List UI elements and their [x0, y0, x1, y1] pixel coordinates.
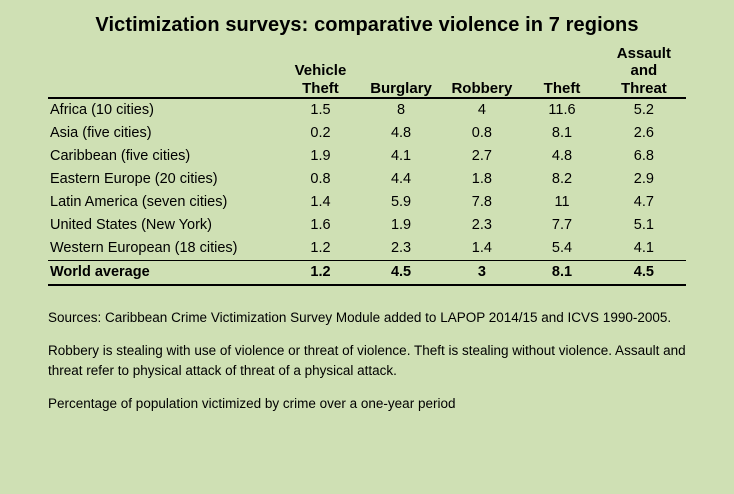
cell-theft: 8.1: [522, 260, 601, 285]
column-header-robbery: Robbery: [451, 79, 513, 97]
cell-theft: 7.7: [551, 216, 573, 233]
column-header-assault-line2: and: [630, 62, 658, 80]
cell-vehicle-theft: 1.5: [310, 101, 331, 118]
cell-vehicle-theft: 1.2: [310, 239, 331, 256]
cell-assault: 6.8: [633, 147, 654, 164]
column-header-assault-and-threat: [602, 45, 686, 98]
row-label: Caribbean (five cities): [50, 147, 191, 164]
row-label: Western European (18 cities): [50, 239, 238, 256]
cell-assault: 2.6: [633, 124, 654, 141]
row-label: Latin America (seven cities): [50, 193, 228, 210]
row-label: United States (New York): [50, 216, 212, 233]
table-row: [48, 168, 686, 191]
row-label: Asia (five cities): [50, 124, 152, 141]
column-header-vehicle-theft-line2: Theft: [302, 79, 339, 97]
note-sources: Sources: Caribbean Crime Victimization Survey Module added to LAPOP 2014/15 and ICVS 1990-2005.: [48, 309, 672, 325]
cell-assault: 5.1: [633, 216, 654, 233]
cell-vehicle-theft: 1.2: [280, 260, 360, 285]
table-row: [48, 214, 686, 237]
page-title: Victimization surveys: comparative violence in 7 regions: [95, 14, 639, 36]
cell-assault: 4.7: [633, 193, 654, 210]
table-row: [48, 122, 686, 145]
column-header-vehicle-theft: [280, 45, 360, 98]
cell-assault: 2.9: [633, 170, 654, 187]
column-header-burglary: Burglary: [370, 79, 432, 97]
column-header-assault-line1: Assault: [616, 45, 671, 62]
cell-theft: 8.1: [551, 124, 573, 141]
cell-theft: 8.2: [551, 170, 573, 187]
column-header-theft: Theft: [543, 79, 581, 97]
cell-theft: 5.4: [551, 239, 573, 256]
cell-vehicle-theft: 1.9: [310, 147, 331, 164]
cell-vehicle-theft: 1.4: [310, 193, 331, 210]
cell-robbery: 7.8: [471, 193, 492, 210]
table-header: [48, 45, 686, 98]
cell-robbery: 1.8: [471, 170, 492, 187]
table-row: [48, 145, 686, 168]
footer-divider: [48, 285, 686, 286]
row-label: Africa (10 cities): [50, 101, 154, 118]
cell-robbery: 2.7: [471, 147, 492, 164]
cell-vehicle-theft: 0.2: [310, 124, 331, 141]
cell-theft: 11.6: [548, 101, 576, 118]
table-row: [48, 237, 686, 261]
cell-burglary: 4.8: [390, 124, 412, 141]
cell-burglary: 4.1: [390, 147, 412, 164]
cell-theft: 4.8: [551, 147, 573, 164]
table-body: [48, 98, 686, 286]
cell-burglary: 2.3: [390, 239, 412, 256]
cell-burglary: 4.5: [361, 260, 442, 285]
column-header-region: [48, 45, 280, 98]
cell-robbery: 1.4: [471, 239, 492, 256]
cell-assault: 4.1: [633, 239, 654, 256]
note-caption: Percentage of population victimized by crime over a one-year period: [48, 396, 456, 412]
footer-divider-line: [48, 285, 686, 286]
table-row-world-average: [48, 260, 686, 285]
cell-burglary: 1.9: [390, 216, 412, 233]
row-label: World average: [48, 260, 280, 285]
note-definitions: Robbery is stealing with use of violence or threat of violence. Theft is stealing without violence. Assault and threat refer to physical attack of threat of a physical attack.: [48, 343, 686, 378]
victimization-table: [48, 45, 686, 286]
cell-robbery: 4: [477, 101, 486, 118]
table-row: [48, 191, 686, 214]
row-label: Eastern Europe (20 cities): [50, 170, 218, 187]
table-row: [48, 99, 686, 122]
cell-vehicle-theft: 0.8: [310, 170, 331, 187]
cell-robbery: 3: [441, 260, 522, 285]
cell-vehicle-theft: 1.6: [310, 216, 331, 233]
cell-burglary: 5.9: [390, 193, 412, 210]
notes-block: [48, 308, 686, 414]
table-header-row: [48, 45, 686, 98]
cell-theft: 11: [554, 193, 570, 210]
cell-burglary: 8: [397, 101, 406, 118]
cell-robbery: 2.3: [471, 216, 492, 233]
column-header-assault-line3: Threat: [620, 79, 667, 97]
cell-robbery: 0.8: [471, 124, 492, 141]
cell-assault: 5.2: [633, 101, 654, 118]
column-header-vehicle-theft-line1: Vehicle: [294, 62, 347, 80]
cell-burglary: 4.4: [390, 170, 412, 187]
cell-assault: 4.5: [602, 260, 686, 285]
